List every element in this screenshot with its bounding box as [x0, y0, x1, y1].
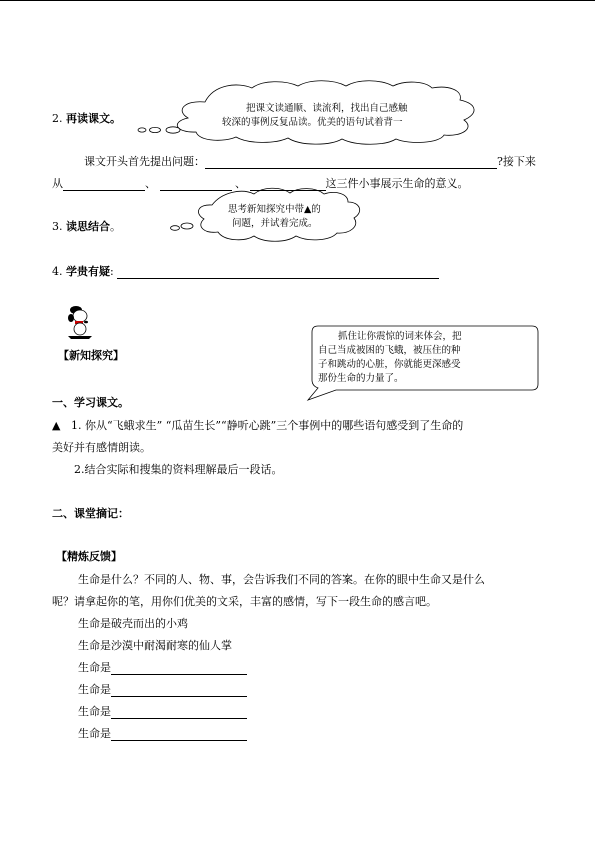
practice-paragraph-line-2: 呢？请拿起你的笔，用你们优美的文采，丰富的感情，写下一段生命的感言吧。 [52, 595, 437, 608]
answer-blank-question-doubt[interactable] [117, 267, 439, 279]
question-2: 2.结合实际和搜集的资料理解最后一段话。 [74, 463, 283, 476]
question-1-line-1: ▲ 1. 你从“飞蛾求生” “瓜苗生长”“静听心跳”三个事例中的哪些语句感受到了生命的 [52, 419, 464, 432]
section-4-heading: 4. 学贵有疑: [52, 263, 439, 279]
answer-blank-life-4[interactable] [111, 729, 247, 741]
answer-blank-life-1[interactable] [111, 663, 247, 675]
callout-line-3: 子和跳动的心脏，你就能更深感受 [318, 359, 461, 370]
cloud-1-line-1: 把课文读通顺、读流利，找出自己感触 [246, 103, 408, 114]
answer-blank-life-3[interactable] [111, 707, 247, 719]
practice-paragraph-line-1: 生命是什么？不同的人、物、事，会告诉我们不同的答案。在你的眼中生命又是什么 [78, 573, 485, 586]
explore-heading: 【新知探究】 [58, 349, 124, 362]
snoopy-figure-icon [68, 306, 92, 339]
blank-line-3: 生命是 [78, 703, 247, 719]
answer-blank-event-3[interactable] [250, 179, 326, 191]
section-2-heading: 2. 再读课文。 [52, 112, 121, 125]
part-2-title: 二、课堂摘记： [52, 507, 129, 520]
example-2: 生命是沙漠中耐渴耐寒的仙人掌 [78, 639, 232, 652]
answer-blank-event-1[interactable] [63, 179, 145, 191]
answer-blank-life-2[interactable] [111, 685, 247, 697]
section-2-prompt-line: 课文开头首先提出问题： ?接下来 [84, 155, 536, 168]
cloud-1-line-2: 较深的事例反复品读。优美的语句试着背一 [222, 117, 403, 128]
example-1: 生命是破壳而出的小鸡 [78, 617, 188, 630]
blank-line-2: 生命是 [78, 681, 247, 697]
answer-blank-question[interactable] [205, 157, 497, 169]
callout-line-1: 抓住让你震惊的词来体会，把 [338, 331, 462, 342]
callout-line-4: 那份生命的力量了。 [318, 373, 404, 384]
question-1-line-2: 美好并有感情朗读。 [52, 441, 151, 454]
answer-blank-event-2[interactable] [160, 179, 232, 191]
practice-heading: 【精炼反馈】 [56, 550, 122, 563]
callout-line-2: 自己当成被困的飞蛾，被压住的种 [318, 345, 461, 356]
section-3-heading: 3. 读思结合。 [52, 220, 121, 233]
part-1-title: 一、学习课文。 [52, 396, 129, 409]
blank-line-1: 生命是 [78, 659, 247, 675]
triangle-marker-icon: ▲ [52, 419, 61, 432]
blank-line-4: 生命是 [78, 725, 247, 741]
section-2-events-line: 从 、 、 这三件小事展示生命的意义。 [52, 177, 469, 190]
cloud-2-line-2: 问题，并试着完成。 [232, 218, 318, 229]
cloud-2-line-1: 思考新知探究中带▲的 [228, 204, 321, 215]
